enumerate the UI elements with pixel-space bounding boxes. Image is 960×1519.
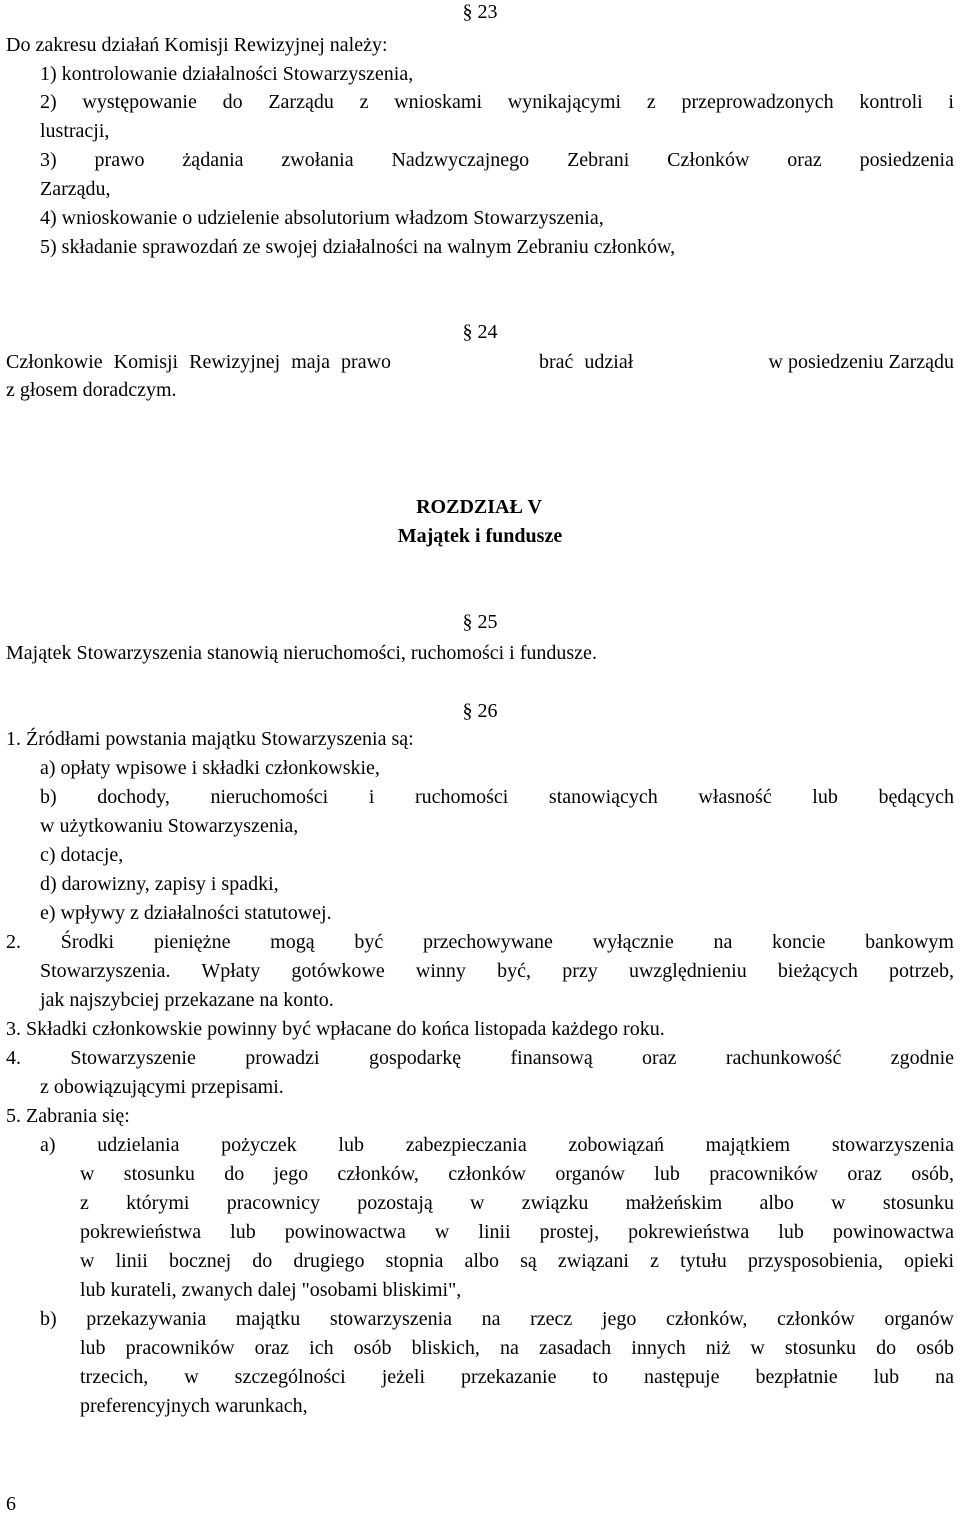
section-25-text: Majątek Stowarzyszenia stanowią nieruchomości, ruchomości i fundusze. [6, 642, 597, 664]
section-26-line: w użytkowaniu Stowarzyszenia, [40, 815, 299, 837]
section-26-line: b) dochody, nieruchomości i ruchomości stanowiących własność lub będących [40, 786, 954, 808]
section-26-line: 2. Środki pieniężne mogą być przechowywane wyłącznie na koncie bankowym [6, 931, 954, 953]
section-26-line: 4. Stowarzyszenie prowadzi gospodarkę finansową oraz rachunkowość zgodnie [6, 1047, 954, 1069]
section-24-line-2: z głosem doradczym. [6, 379, 177, 401]
section-23-item: 4) wnioskowanie o udzielenie absolutorium władzom Stowarzyszenia, [40, 207, 604, 229]
section-26-line: w linii bocznej do drugiego stopnia albo są związani z tytułu przysposobienia, opieki [80, 1250, 954, 1272]
section-24-text-c: w posiedzeniu Zarządu [768, 351, 954, 373]
section-26-line: Stowarzyszenia. Wpłaty gotówkowe winny być, przy uwzględnieniu bieżących potrzeb, [40, 960, 954, 982]
section-23-item: lustracji, [40, 120, 110, 142]
section-26-line: a) opłaty wpisowe i składki członkowskie, [40, 757, 380, 779]
section-26-line: e) wpływy z działalności statutowej. [40, 902, 332, 924]
section-24-line-1 [6, 348, 954, 377]
section-23-item: 5) składanie sprawozdań ze swojej działalności na walnym Zebraniu członków, [40, 236, 676, 258]
section-26-line: lub pracowników oraz ich osób bliskich, na zasadach innych niż w stosunku do osób [80, 1337, 954, 1359]
section-26-line: trzecich, w szczególności jeżeli przekazanie to następuje bezpłatnie lub na [80, 1366, 954, 1388]
section-23-item: Zarządu, [40, 178, 111, 200]
section-26-line: jak najszybciej przekazane na konto. [40, 989, 334, 1011]
section-26-line: lub kurateli, zwanych dalej "osobami bliskimi", [80, 1279, 462, 1301]
section-26-line: c) dotacje, [40, 844, 124, 866]
section-26-line: a) udzielania pożyczek lub zabezpieczania zobowiązań majątkiem stowarzyszenia [40, 1134, 954, 1156]
section-26-line: 1. Źródłami powstania majątku Stowarzyszenia są: [6, 728, 414, 750]
section-26-heading: § 26 [462, 700, 498, 722]
section-23-item: 3) prawo żądania zwołania Nadzwyczajnego Zebrani Członków oraz posiedzenia [40, 149, 954, 171]
section-26-line: d) darowizny, zapisy i spadki, [40, 873, 279, 895]
section-24-heading: § 24 [462, 321, 498, 343]
section-26-line: preferencyjnych warunkach, [80, 1395, 308, 1417]
section-23-heading: § 23 [462, 1, 498, 23]
section-24-text-a: Członkowie Komisji Rewizyjnej maja prawo [6, 351, 392, 373]
section-23-item: 2) występowanie do Zarządu z wnioskami wynikającymi z przeprowadzonych kontroli i [40, 91, 954, 113]
section-26-line: z obowiązującymi przepisami. [40, 1076, 284, 1098]
chapter-subtitle: Majątek i fundusze [397, 525, 563, 547]
section-23-item: 1) kontrolowanie działalności Stowarzyszenia, [40, 63, 414, 85]
chapter-title: ROZDZIAŁ V [416, 496, 542, 518]
section-26-line: 3. Składki członkowskie powinny być wpłacane do końca listopada każdego roku. [6, 1018, 665, 1040]
section-24-text-b: brać udział [539, 351, 634, 373]
section-26-line: 5. Zabrania się: [6, 1105, 130, 1127]
section-26-line: w stosunku do jego członków, członków organów lub pracowników oraz osób, [80, 1163, 954, 1185]
section-25-heading: § 25 [462, 611, 498, 633]
page-number: 6 [6, 1493, 16, 1515]
section-26-line: z którymi pracownicy pozostają w związku małżeńskim albo w stosunku [80, 1192, 954, 1214]
section-26-line: pokrewieństwa lub powinowactwa w linii prostej, pokrewieństwa lub powinowactwa [80, 1221, 954, 1243]
section-23-intro: Do zakresu działań Komisji Rewizyjnej należy: [6, 34, 388, 56]
section-26-line: b) przekazywania majątku stowarzyszenia na rzecz jego członków, członków organów [40, 1308, 954, 1330]
